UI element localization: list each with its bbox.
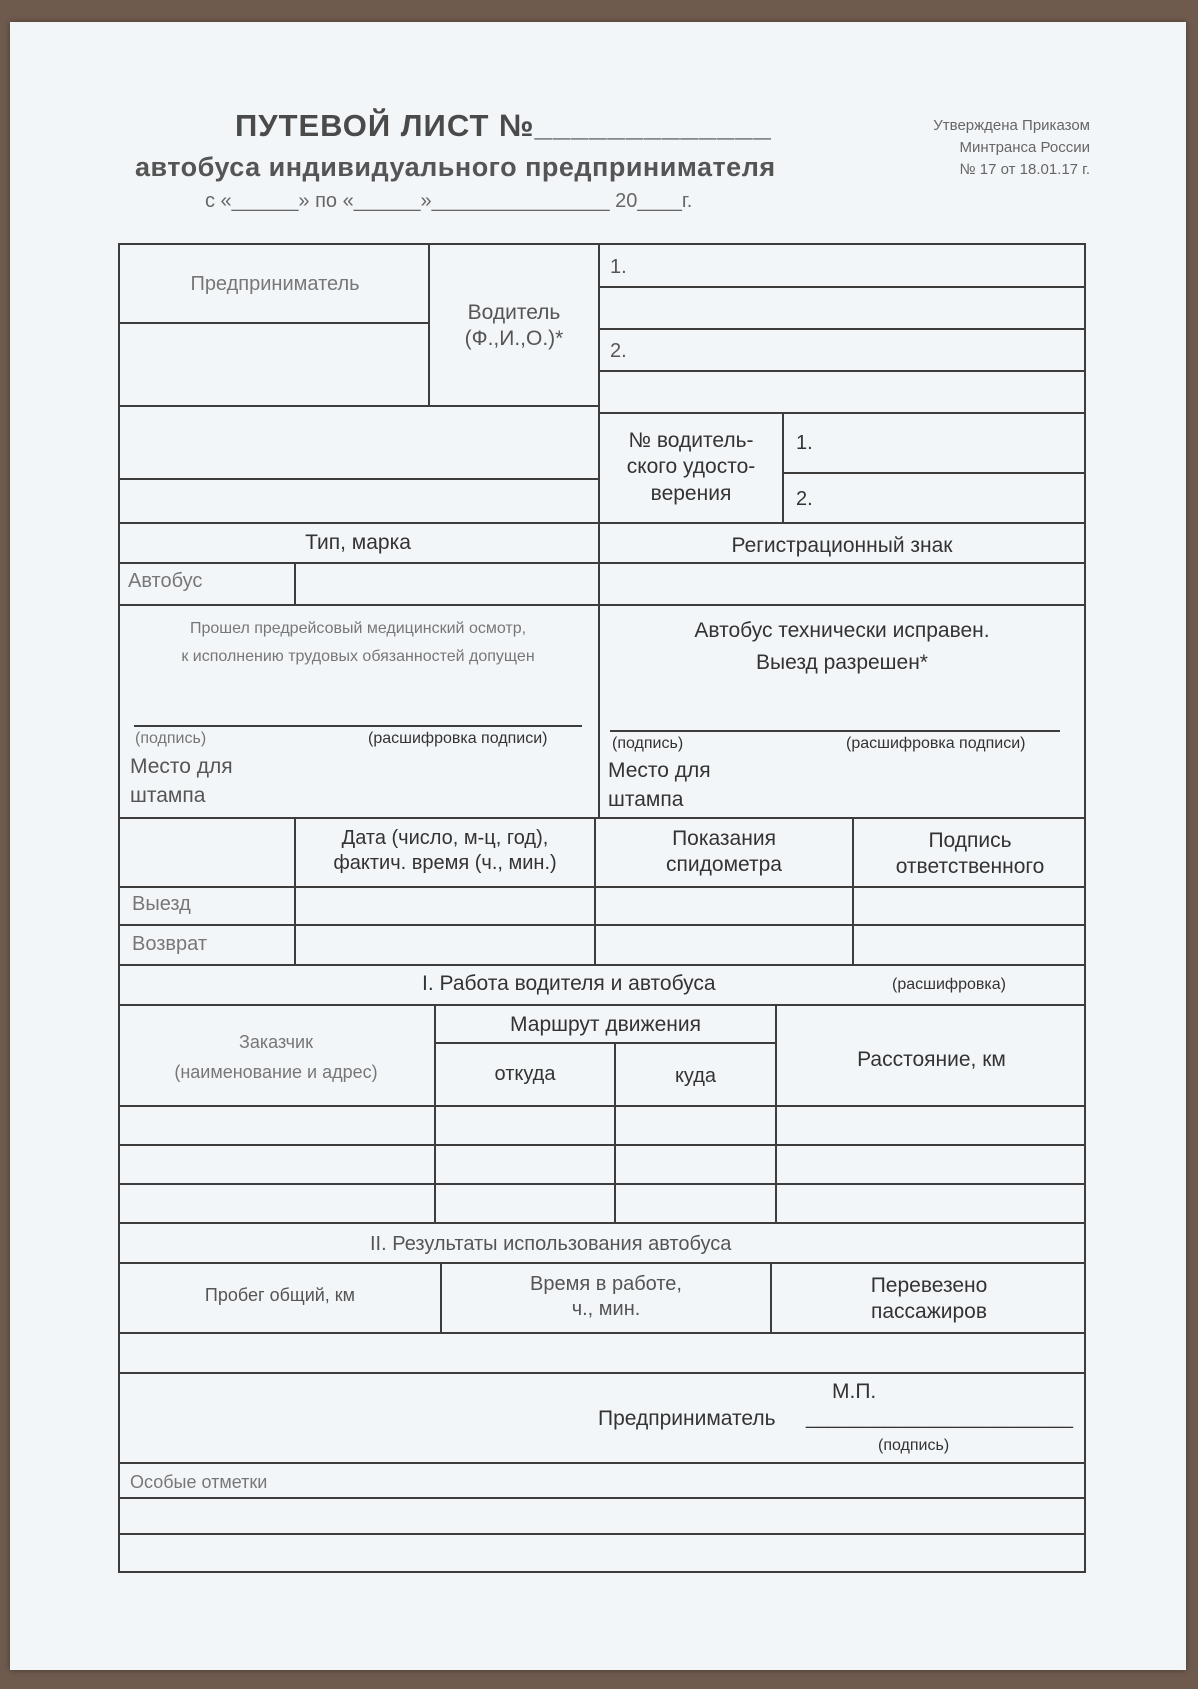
- grid-line: [598, 243, 600, 523]
- seal-place: М.П.: [832, 1380, 877, 1403]
- license-label-line-2: ского удосто-: [626, 455, 756, 479]
- grid-line: [118, 1004, 1086, 1006]
- document-title: ПУТЕВОЙ ЛИСТ №_____________: [235, 108, 772, 143]
- section-1-title: I. Работа водителя и автобуса: [422, 972, 716, 995]
- technical-stamp-line-2: штампа: [608, 788, 684, 811]
- grid-line: [775, 1004, 777, 1222]
- license-2-field[interactable]: 2.: [796, 488, 813, 510]
- grid-line: [118, 604, 1086, 606]
- technical-line-2: Выезд разрешен*: [756, 651, 928, 674]
- approval-note: [850, 115, 1090, 181]
- technical-decoding-caption: (расшифровка подписи): [846, 735, 1026, 752]
- grid-line: [118, 924, 1086, 926]
- grid-line: [598, 370, 1086, 372]
- grid-line: [598, 412, 1086, 414]
- period-field: с «______» по «______»________________ 20____г.: [205, 190, 693, 212]
- grid-line: [782, 412, 784, 523]
- document-subtitle: автобуса индивидуального предпринимателя: [135, 152, 776, 182]
- grid-line: [118, 1372, 1086, 1374]
- customer-line-2: (наименование и адрес): [174, 1062, 378, 1082]
- grid-line: [118, 1144, 1086, 1146]
- entrepreneur-signature-caption: (подпись): [878, 1437, 950, 1454]
- technical-check-text: [598, 615, 1086, 679]
- worktime-line-1: Время в работе,: [530, 1273, 682, 1295]
- grid-line: [118, 405, 598, 407]
- driver-label-line-2: (Ф.,И.,О.)*: [464, 327, 564, 351]
- medical-signature-line[interactable]: [134, 725, 582, 727]
- reg-sign-header: Регистрационный знак: [731, 534, 953, 557]
- date-time-header: [296, 826, 594, 876]
- departure-row-label: Выезд: [132, 893, 191, 915]
- distance-header: Расстояние, км: [857, 1048, 1006, 1071]
- grid-line: [118, 1332, 1086, 1334]
- type-brand-header: Тип, марка: [305, 531, 411, 554]
- grid-line: [118, 1105, 1086, 1107]
- passengers-line-2: пассажиров: [870, 1300, 988, 1324]
- approval-line-1: Утверждена Приказом: [933, 117, 1090, 134]
- grid-line: [118, 1262, 1086, 1264]
- special-notes-label: Особые отметки: [130, 1472, 268, 1492]
- date-time-line-1: Дата (число, м-ц, год),: [341, 827, 549, 849]
- customer-header: [120, 1027, 432, 1087]
- grid-line: [118, 1462, 1086, 1464]
- grid-line: [294, 562, 296, 604]
- approval-line-3: № 17 от 18.01.17 г.: [959, 161, 1090, 178]
- medical-decoding-caption: (расшифровка подписи): [368, 730, 548, 747]
- grid-line: [118, 322, 428, 324]
- technical-signature-caption: (подпись): [612, 735, 684, 752]
- grid-line: [118, 886, 1086, 888]
- speedometer-line-1: Показания: [672, 827, 776, 850]
- entrepreneur-label: Предприниматель: [190, 273, 360, 295]
- medical-line-2: к исполнению трудовых обязанностей допущен: [181, 648, 535, 665]
- grid-line: [782, 472, 1086, 474]
- grid-line: [598, 328, 1086, 330]
- passengers-header: [772, 1273, 1086, 1326]
- technical-stamp-place: [608, 756, 711, 814]
- mileage-header: Пробег общий, км: [204, 1285, 356, 1305]
- driver-label-line-1: Водитель: [467, 301, 561, 324]
- technical-line-1: Автобус технически исправен.: [694, 619, 990, 642]
- grid-line: [118, 562, 1086, 564]
- medical-check-text: [118, 615, 598, 671]
- medical-stamp-line-1: Место для: [130, 755, 233, 778]
- responsible-line-1: Подпись: [928, 829, 1012, 852]
- driver-2-field[interactable]: 2.: [610, 340, 627, 362]
- worktime-header: [442, 1272, 770, 1322]
- responsible-line-2: ответственного: [895, 855, 1045, 879]
- medical-line-1: Прошел предрейсовый медицинский осмотр,: [189, 620, 527, 637]
- technical-stamp-line-1: Место для: [608, 759, 711, 782]
- passengers-line-1: Перевезено: [870, 1274, 988, 1297]
- worktime-line-2: ч., мин.: [571, 1298, 641, 1320]
- route-header: Маршрут движения: [510, 1013, 701, 1036]
- grid-line: [118, 522, 1086, 524]
- bus-label: Автобус: [128, 570, 203, 592]
- driver-1-field[interactable]: 1.: [610, 256, 627, 278]
- medical-stamp-place: [130, 752, 233, 810]
- approval-line-2: Минтранса России: [959, 139, 1090, 156]
- grid-line: [118, 1183, 1086, 1185]
- section-2-title: II. Результаты использования автобуса: [370, 1233, 732, 1255]
- entrepreneur-signature-line[interactable]: ________________________: [806, 1407, 1073, 1429]
- grid-line: [118, 478, 598, 480]
- license-1-field[interactable]: 1.: [796, 432, 813, 454]
- grid-line: [598, 286, 1086, 288]
- customer-line-1: Заказчик: [239, 1032, 313, 1052]
- grid-line: [118, 817, 1086, 819]
- medical-signature-caption: (подпись): [135, 730, 207, 747]
- section-1-decoding: (расшифровка): [892, 976, 1006, 993]
- grid-line: [118, 1533, 1086, 1535]
- license-label-line-3: верения: [650, 481, 732, 505]
- route-from-header: откуда: [494, 1063, 556, 1085]
- driver-label: [430, 300, 598, 353]
- grid-line: [434, 1042, 775, 1044]
- speedometer-header: [596, 826, 852, 879]
- medical-stamp-line-2: штампа: [130, 784, 206, 807]
- route-to-header: куда: [674, 1065, 717, 1087]
- grid-line: [118, 1497, 1086, 1499]
- license-label-line-1: № водитель-: [628, 429, 754, 452]
- speedometer-line-2: спидометра: [666, 853, 782, 877]
- responsible-signature-header: [854, 828, 1086, 881]
- technical-signature-line[interactable]: [610, 730, 1060, 732]
- license-label: [602, 428, 780, 507]
- entrepreneur-signature-label: Предприниматель: [598, 1407, 776, 1430]
- grid-line: [118, 964, 1086, 966]
- return-row-label: Возврат: [132, 933, 207, 955]
- grid-line: [118, 1222, 1086, 1224]
- date-time-line-2: фактич. время (ч., мин.): [333, 852, 557, 874]
